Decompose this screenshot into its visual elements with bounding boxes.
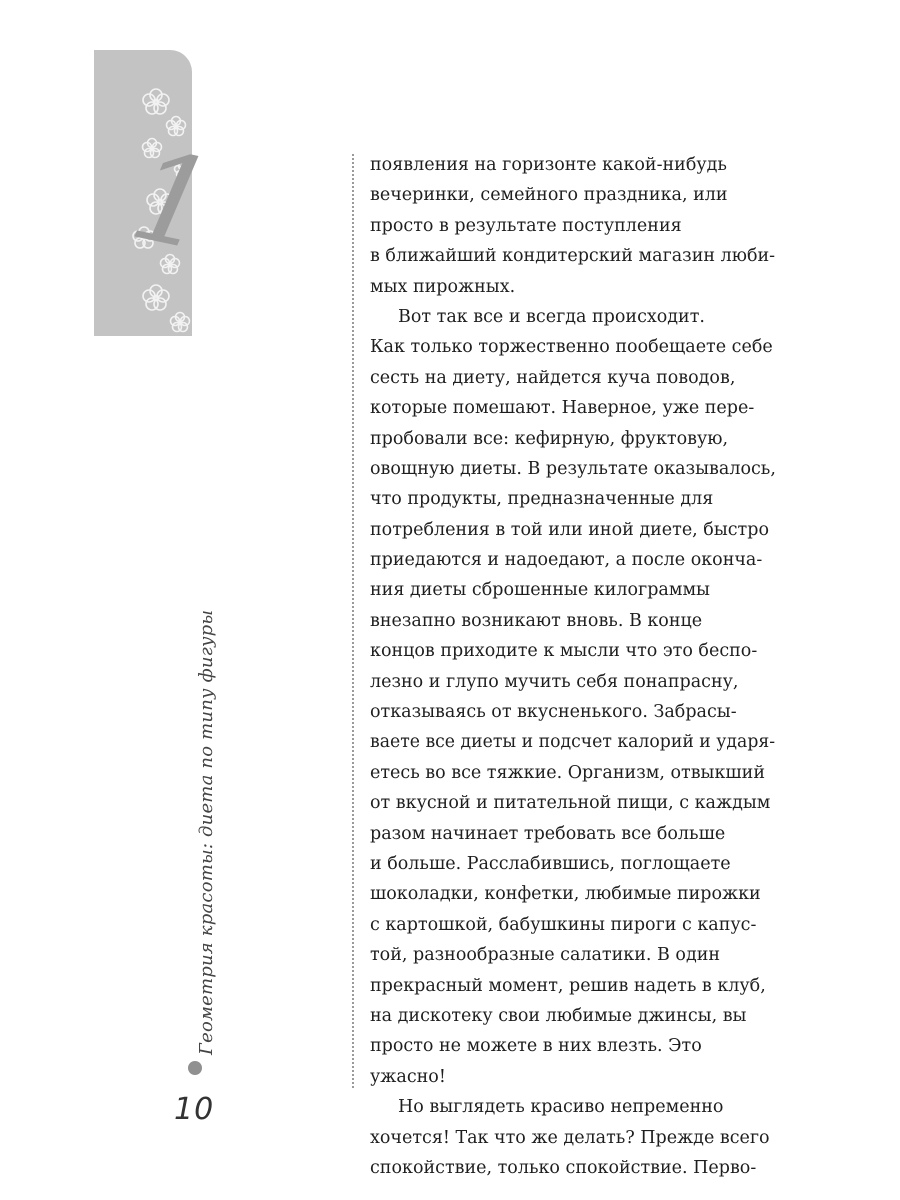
- text-line: от вкусной и питательной пищи, с каждым: [370, 793, 771, 814]
- text-line: с картошкой, бабушкины пироги с капус-: [370, 914, 757, 935]
- page-number: 10: [174, 1092, 215, 1127]
- text-line: овощную диеты. В результате оказывалось,: [370, 458, 776, 479]
- text-line: что продукты, предназначенные для: [370, 489, 714, 510]
- text-line: отказываясь от вкусненького. Забрасы-: [370, 702, 737, 723]
- text-line: ния диеты сброшенные килограммы: [370, 580, 710, 601]
- text-line: той, разнообразные салатики. В один: [370, 945, 721, 966]
- text-line: разом начинает требовать все больше: [370, 823, 726, 844]
- text-line: етесь во все тяжкие. Организм, отвыкший: [370, 762, 766, 783]
- text-line: на дискотеку свои любимые джинсы, вы: [370, 1005, 747, 1026]
- text-line: просто не можете в них влезть. Это: [370, 1036, 702, 1057]
- chapter-number: 1: [119, 123, 227, 281]
- text-line: лезно и глупо мучить себя понапрасну,: [370, 671, 739, 692]
- text-line: вечеринки, семейного праздника, или: [370, 185, 728, 206]
- text-line: хочется! Так что же делать? Прежде всего: [370, 1127, 770, 1148]
- text-line: мых пирожных.: [370, 276, 516, 297]
- text-line: просто в результате поступления: [370, 215, 682, 236]
- text-line: внезапно возникают вновь. В конце: [370, 610, 703, 631]
- text-line: прекрасный момент, решив надеть в клуб,: [370, 975, 766, 996]
- text-line: в ближайший кондитерский магазин люби-: [370, 246, 776, 267]
- text-line: и больше. Расслабившись, поглощаете: [370, 853, 731, 874]
- text-line: Вот так все и всегда происходит.: [398, 306, 705, 327]
- text-line: Но выглядеть красиво непременно: [398, 1097, 724, 1118]
- running-title: Геометрия красоты: диета по типу фигуры: [196, 609, 217, 1055]
- text-line: потребления в той или иной диете, быстро: [370, 519, 769, 540]
- dotted-divider: [352, 154, 354, 1088]
- text-line: шоколадки, конфетки, любимые пирожки: [370, 884, 761, 905]
- body-text: [370, 150, 780, 1183]
- text-line: сесть на диету, найдется куча поводов,: [370, 367, 736, 388]
- text-line: Как только торжественно пообещаете себе: [370, 337, 773, 358]
- text-line: пробовали все: кефирную, фруктовую,: [370, 428, 729, 449]
- bullet-dot: [188, 1061, 202, 1075]
- text-line: концов приходите к мысли что это беспо-: [370, 641, 758, 662]
- text-line: спокойствие, только спокойствие. Перво-: [370, 1157, 757, 1178]
- text-line: появления на горизонте какой-нибудь: [370, 155, 727, 175]
- text-line: ваете все диеты и подсчет калорий и ударя-: [370, 732, 776, 753]
- text-line: ужасно!: [370, 1066, 446, 1087]
- text-line: которые помешают. Наверное, уже пере-: [370, 398, 755, 419]
- chapter-tab: [94, 50, 227, 336]
- text-line: приедаются и надоедают, а после оконча-: [370, 550, 763, 571]
